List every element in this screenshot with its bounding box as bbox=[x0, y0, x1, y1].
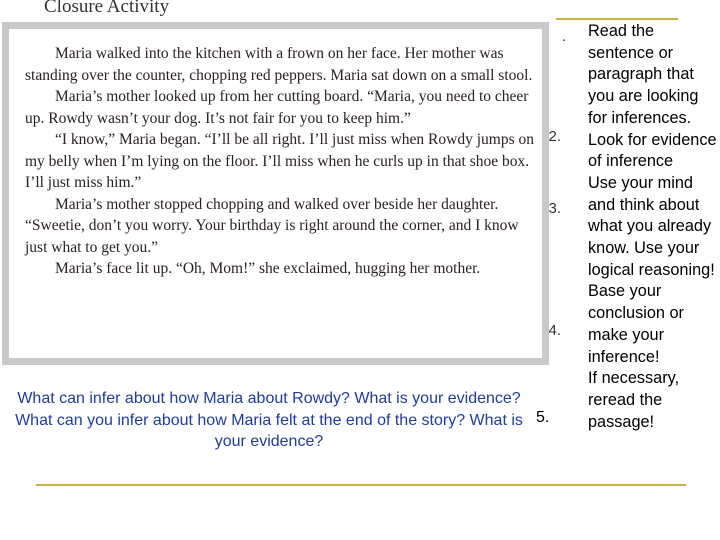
passage-paragraph: Maria walked into the kitchen with a frown on her face. Her mother was standing over the counter, chopping red peppers. Maria sat down on a small stool. bbox=[25, 45, 533, 84]
bottom-divider bbox=[36, 484, 686, 486]
questions-block bbox=[4, 388, 534, 453]
passage-paragraph: “I know,” Maria began. “I’ll be all right. I’ll just miss when Rowdy jumps on my belly when I’m lying on the floor. I’ll miss when he curls up in that shoe box. I’ll just miss him.” bbox=[25, 131, 534, 191]
passage-paragraph: Maria’s face lit up. “Oh, Mom!” she exclaimed, hugging her mother. bbox=[55, 260, 481, 277]
step-number-5: 5. bbox=[536, 409, 550, 426]
passage-text bbox=[9, 29, 542, 358]
passage-paragraph: Maria’s mother looked up from her cutting board. “Maria, you need to cheer up. Rowdy wasn’t your dog. It’s not fair for you to keep him.” bbox=[25, 88, 529, 127]
inference-steps-list bbox=[578, 21, 720, 433]
step-number-3: 3. bbox=[548, 200, 561, 217]
step-number-1: . bbox=[561, 28, 566, 45]
step-item: Look for evidence of inference bbox=[588, 130, 717, 171]
step-number-4: 4. bbox=[548, 322, 561, 339]
step-item: Base your conclusion or make your inference! bbox=[588, 282, 684, 366]
step-item: If necessary, reread the passage! bbox=[588, 369, 680, 431]
step-item: Read the sentence or paragraph that you are looking for inferences. bbox=[588, 22, 699, 127]
title-divider bbox=[556, 18, 678, 20]
page-title: Closure Activity bbox=[44, 0, 170, 17]
question-1: What can infer about how Maria about Rowdy? What is your evidence? bbox=[17, 390, 521, 407]
passage-frame bbox=[2, 22, 549, 365]
step-number-2: 2. bbox=[548, 128, 561, 145]
step-item: Use your mind and think about what you already know. Use your logical reasoning! bbox=[588, 173, 715, 279]
passage-paragraph: Maria’s mother stopped chopping and walked over beside her daughter. “Sweetie, don’t you worry. Your birthday is right around the corner, and I know just what to get you.” bbox=[25, 195, 519, 256]
question-2: What can you infer about how Maria felt at the end of the story? What is your evidence? bbox=[15, 411, 523, 450]
